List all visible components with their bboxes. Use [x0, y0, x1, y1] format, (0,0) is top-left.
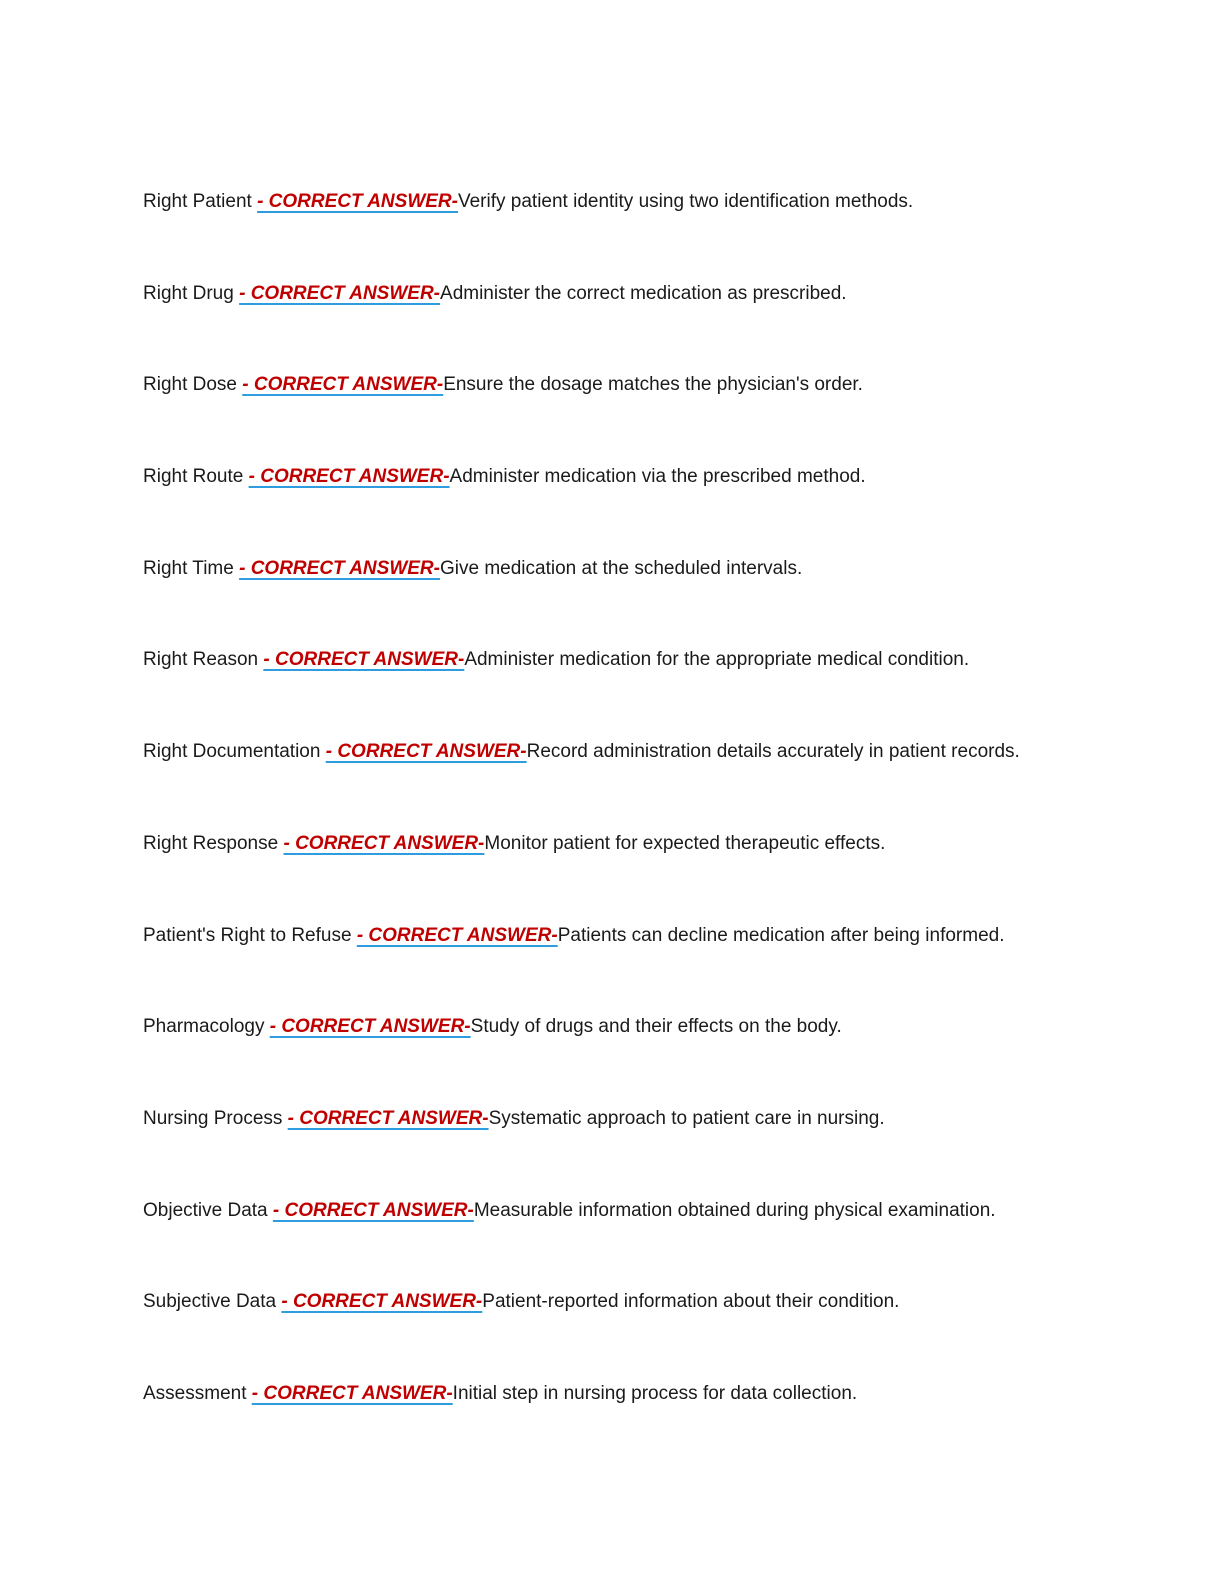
entry-definition: Patients can decline medication after being informed.	[557, 924, 1005, 946]
entry-definition: Record administration details accurately in patient records.	[526, 741, 1020, 763]
entry-definition: Monitor patient for expected therapeutic effects.	[484, 832, 886, 854]
list-item	[143, 738, 1153, 830]
correct-answer-marker: - CORRECT ANSWER-	[281, 1291, 483, 1313]
entry-definition: Administer medication for the appropriate medical condition.	[464, 649, 970, 671]
correct-answer-marker: - CORRECT ANSWER-	[272, 1199, 474, 1221]
list-item	[143, 1105, 1153, 1197]
entry-definition: Study of drugs and their effects on the body.	[470, 1016, 842, 1038]
list-item	[143, 1380, 1153, 1472]
correct-answer-marker: - CORRECT ANSWER-	[257, 191, 458, 212]
entry-term: Assessment	[143, 1382, 247, 1404]
list-item	[143, 280, 1153, 372]
list-item	[143, 555, 1153, 647]
entry-term: Right Dose	[143, 374, 237, 396]
list-item	[143, 1288, 1153, 1380]
correct-answer-marker: - CORRECT ANSWER-	[251, 1382, 453, 1404]
list-item	[143, 830, 1153, 922]
correct-answer-marker: - CORRECT ANSWER-	[263, 649, 465, 671]
correct-answer-marker: - CORRECT ANSWER-	[287, 1107, 489, 1129]
correct-answer-marker: - CORRECT ANSWER-	[356, 924, 558, 946]
entry-definition: Administer the correct medication as prescribed.	[440, 282, 847, 304]
entry-term: Right Reason	[143, 649, 259, 671]
correct-answer-marker: - CORRECT ANSWER-	[239, 557, 440, 579]
entry-term: Right Patient	[143, 191, 252, 212]
entry-term: Right Drug	[143, 282, 234, 304]
entry-definition: Administer medication via the prescribed method.	[449, 466, 866, 488]
correct-answer-marker: - CORRECT ANSWER-	[325, 741, 527, 763]
entry-term: Right Route	[143, 466, 244, 488]
list-item	[143, 463, 1153, 555]
entry-definition: Initial step in nursing process for data collection.	[452, 1382, 858, 1404]
entry-definition: Patient-reported information about their condition.	[482, 1291, 900, 1313]
entry-definition: Give medication at the scheduled intervals.	[440, 557, 803, 579]
list-item	[143, 646, 1153, 738]
correct-answer-marker: - CORRECT ANSWER-	[283, 832, 485, 854]
correct-answer-marker: - CORRECT ANSWER-	[269, 1016, 471, 1038]
entry-term: Subjective Data	[143, 1291, 277, 1313]
entry-term: Right Response	[143, 832, 279, 854]
list-item	[143, 371, 1153, 463]
entry-term: Nursing Process	[143, 1107, 283, 1129]
entry-definition: Ensure the dosage matches the physician's order.	[443, 374, 863, 396]
entry-term: Patient's Right to Refuse	[143, 924, 352, 946]
entry-term: Objective Data	[143, 1199, 268, 1221]
entry-term: Pharmacology	[143, 1016, 265, 1038]
entry-definition: Verify patient identity using two identification methods.	[457, 191, 914, 212]
list-item	[143, 1013, 1153, 1105]
entry-term: Right Time	[143, 557, 234, 579]
entry-term: Right Documentation	[143, 741, 321, 763]
list-item	[143, 188, 1153, 280]
correct-answer-marker: - CORRECT ANSWER-	[239, 282, 441, 304]
entry-definition: Measurable information obtained during physical examination.	[473, 1199, 996, 1221]
list-item	[143, 1197, 1153, 1289]
entry-definition: Systematic approach to patient care in nursing.	[488, 1107, 885, 1129]
list-item	[143, 922, 1153, 1014]
flashcard-list	[143, 188, 1153, 1472]
correct-answer-marker: - CORRECT ANSWER-	[248, 466, 450, 488]
correct-answer-marker: - CORRECT ANSWER-	[242, 374, 444, 396]
